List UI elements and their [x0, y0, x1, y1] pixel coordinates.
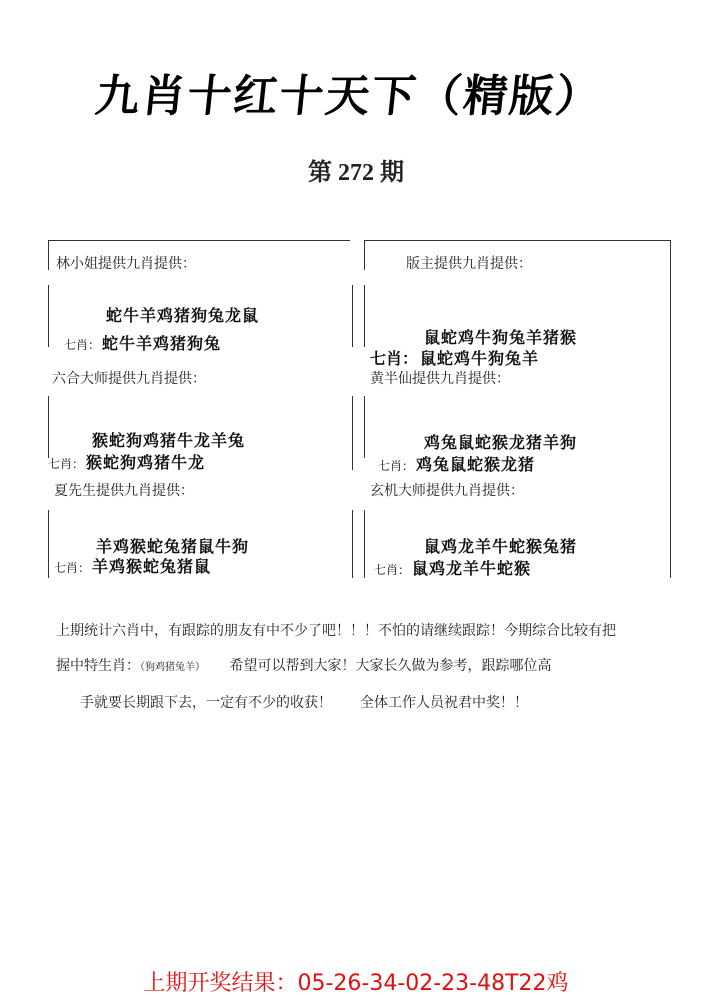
paragraph-line: [56, 655, 551, 675]
divider: [48, 240, 49, 270]
seven-zodiac-list: 鸡兔鼠蛇猴龙猪: [416, 455, 536, 474]
divider: [48, 240, 350, 241]
seven-zodiac-row: [54, 554, 211, 577]
provider-label: 玄机大师提供九肖提供：: [370, 483, 524, 499]
seven-label: 七肖：: [64, 338, 101, 352]
seven-label: 七肖：: [370, 349, 419, 368]
nine-zodiac-list: 羊鸡猴蛇兔猪鼠牛狗: [96, 537, 250, 556]
divider: [48, 510, 49, 578]
seven-zodiac-row: [48, 450, 205, 473]
divider: [364, 396, 365, 458]
page-title: 九肖十红十天下（精版）: [92, 71, 605, 122]
issue-number: 第 272 期: [308, 160, 404, 186]
divider: [48, 396, 49, 458]
nine-zodiac-list: 鸡兔鼠蛇猴龙猪羊狗: [424, 433, 578, 452]
nine-zodiac-list: 蛇牛羊鸡猪狗兔龙鼠: [106, 306, 260, 325]
seven-label: 七肖：: [374, 563, 411, 577]
divider: [48, 285, 49, 347]
seven-zodiac-list: 鼠蛇鸡牛狗兔羊: [420, 349, 540, 368]
seven-zodiac-row: [370, 346, 539, 369]
divider: [670, 240, 671, 578]
seven-zodiac-row: [378, 452, 535, 475]
seven-zodiac-list: 羊鸡猴蛇兔猪鼠: [92, 557, 212, 576]
paragraph-text: 希望可以帮到大家！大家长久做为参考，跟踪哪位高: [229, 658, 552, 674]
seven-label: 七肖：: [48, 457, 85, 471]
divider: [364, 510, 365, 578]
divider: [364, 285, 365, 347]
divider: [352, 510, 353, 578]
divider: [352, 396, 353, 470]
paragraph-text: 握中特生肖：: [56, 658, 140, 674]
divider: [352, 285, 353, 347]
last-draw-result: 上期开奖结果：05-26-34-02-23-48T22鸡: [143, 971, 569, 996]
nine-zodiac-list: 猴蛇狗鸡猪牛龙羊兔: [92, 431, 246, 450]
divider: [364, 240, 670, 241]
seven-zodiac-list: 蛇牛羊鸡猪狗兔: [102, 334, 222, 353]
nine-zodiac-list: 鼠鸡龙羊牛蛇猴兔猪: [424, 537, 578, 556]
paragraph-line: 上期统计六肖中，有跟踪的朋友有中不少了吧！！！不怕的请继续跟踪！今期综合比较有把: [56, 623, 616, 639]
seven-zodiac-list: 猴蛇狗鸡猪牛龙: [86, 453, 206, 472]
paragraph-note: （狗鸡猪兔羊）: [140, 662, 205, 673]
provider-label: 版主提供九肖提供：: [406, 256, 532, 272]
provider-label: 夏先生提供九肖提供：: [54, 483, 194, 499]
nine-zodiac-list: 鼠蛇鸡牛狗兔羊猪猴: [424, 328, 578, 347]
provider-label: 林小姐提供九肖提供：: [56, 256, 196, 272]
seven-label: 七肖：: [54, 561, 91, 575]
divider: [364, 240, 365, 270]
seven-zodiac-list: 鼠鸡龙羊牛蛇猴: [412, 559, 532, 578]
seven-zodiac-row: [64, 331, 221, 354]
provider-label: 六合大师提供九肖提供：: [52, 371, 206, 387]
seven-label: 七肖：: [378, 459, 415, 473]
seven-zodiac-row: [374, 556, 531, 579]
paragraph-line: 手就要长期跟下去，一定有不少的收获！ 全体工作人员祝君中奖！！: [80, 695, 528, 711]
provider-label: 黄半仙提供九肖提供：: [370, 371, 510, 387]
